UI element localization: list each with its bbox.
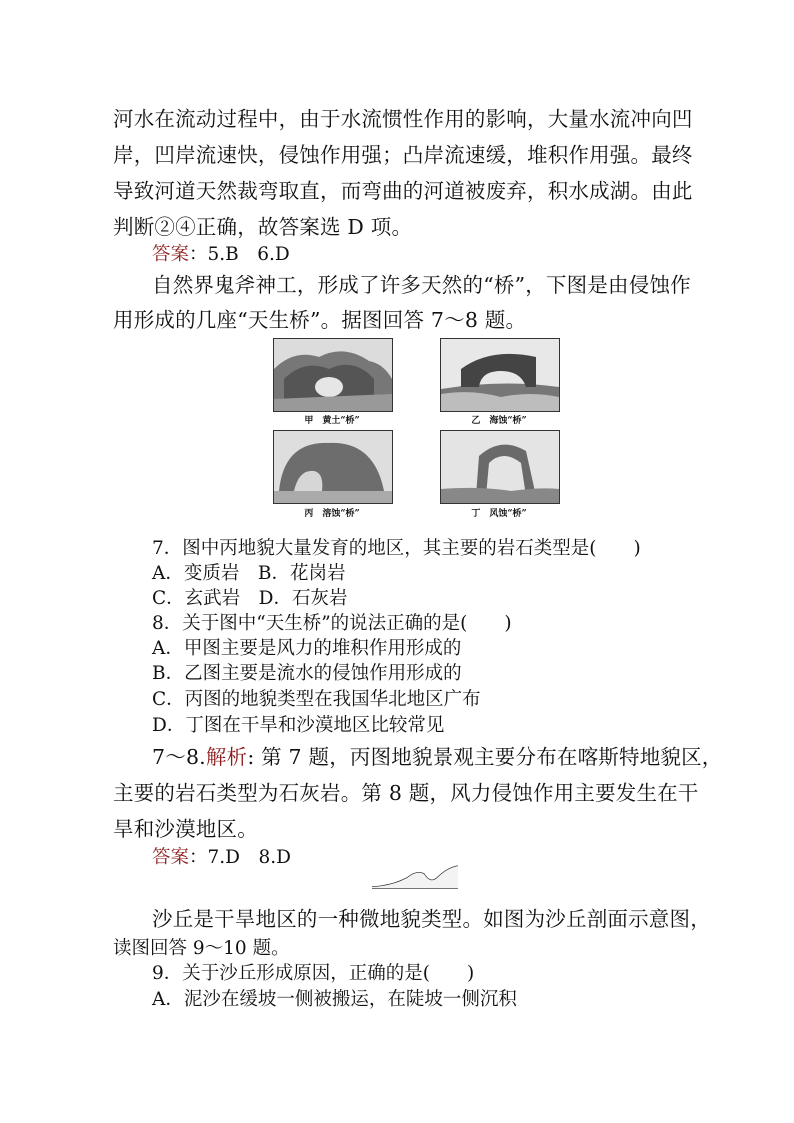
q8-option-b: B．乙图主要是流水的侵蚀作用形成的 — [152, 663, 462, 684]
para1-line3: 导致河道天然裁弯取直，而弯曲的河道被废弃，积水成湖。由此 — [113, 179, 693, 203]
dune-profile-diagram — [372, 864, 460, 890]
caption-jia: 甲 黄土“桥” — [304, 416, 360, 426]
caption-ding: 丁 风蚀“桥” — [471, 509, 527, 519]
answer-5-6 — [152, 240, 290, 266]
answer-label: 答案 — [152, 847, 190, 868]
analysis-line3: 旱和沙漠地区。 — [113, 817, 258, 841]
photo-wind-arch — [440, 430, 560, 504]
para1-line4: 判断②④正确，故答案选 D 项。 — [113, 215, 413, 239]
dune-line2: 读图回答 9～10 题。 — [113, 938, 290, 959]
analysis-prefix: 7～8. — [152, 745, 206, 769]
analysis-line1 — [152, 740, 723, 770]
q8-stem: 8．关于图中“天生桥”的说法正确的是( ) — [152, 613, 512, 634]
answer-text: ：5.B 6.D — [189, 244, 290, 265]
q7-options-cd: C．玄武岩 D．石灰岩 — [152, 588, 348, 609]
intro-line2: 用形成的几座“天生桥”。据图回答 7～8 题。 — [113, 308, 527, 332]
analysis-label: 解析 — [205, 745, 248, 769]
q9-stem: 9．关于沙丘形成原因，正确的是( ) — [152, 963, 475, 984]
caption-yi: 乙 海蚀“桥” — [471, 416, 527, 426]
answer-text: ：7.D 8.D — [189, 847, 291, 868]
q8-option-d: D．丁图在干旱和沙漠地区比较常见 — [152, 715, 445, 736]
photo-loess-bridge — [273, 338, 393, 412]
q7-options-ab: A．变质岩 B．花岗岩 — [152, 563, 346, 584]
para1-line2: 岸，凹岸流速快，侵蚀作用强；凸岸流速缓，堆积作用强。最终 — [113, 143, 693, 167]
intro-line1: 自然界鬼斧神工，形成了许多天然的“桥”，下图是由侵蚀作 — [152, 273, 691, 297]
photo-karst-bridge — [273, 430, 393, 504]
answer-7-8 — [152, 843, 291, 869]
q8-option-a: A．甲图主要是风力的堆积作用形成的 — [152, 638, 462, 659]
q9-option-a: A．泥沙在缓坡一侧被搬运，在陡坡一侧沉积 — [152, 989, 517, 1010]
photo-sea-arch — [440, 338, 560, 412]
caption-bing: 丙 溶蚀“桥” — [304, 509, 360, 519]
answer-label: 答案 — [152, 244, 190, 265]
analysis-text1: : 第 7 题，丙图地貌景观主要分布在喀斯特地貌区， — [247, 745, 723, 769]
dune-line1: 沙丘是干旱地区的一种微地貌类型。如图为沙丘剖面示意图， — [152, 907, 711, 931]
q8-option-c: C．丙图的地貌类型在我国华北地区广布 — [152, 689, 481, 710]
para1-line1: 河水在流动过程中，由于水流惯性作用的影响，大量水流冲向凹 — [113, 107, 693, 131]
analysis-line2: 主要的岩石类型为石灰岩。第 8 题，风力侵蚀作用主要发生在干 — [113, 781, 699, 805]
q7-stem: 7．图中丙地貌大量发育的地区，其主要的岩石类型是( ) — [152, 538, 641, 559]
